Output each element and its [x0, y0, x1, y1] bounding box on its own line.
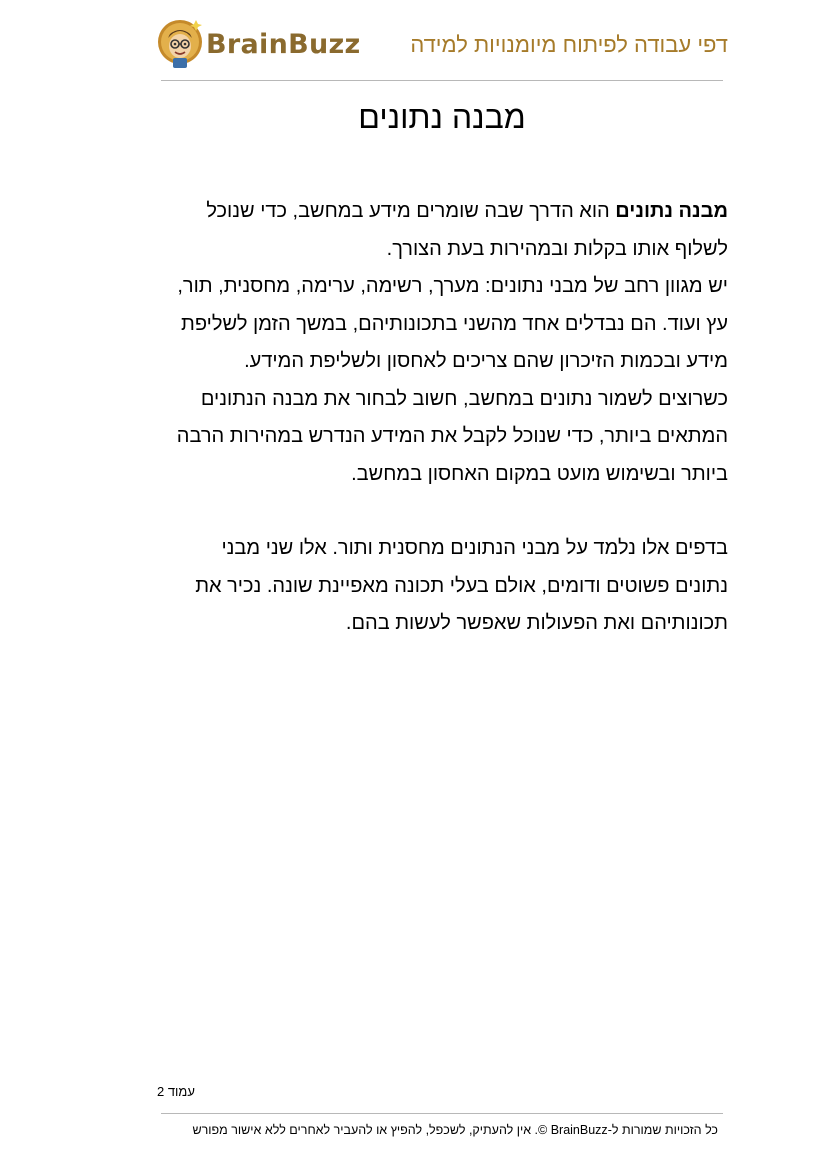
paragraph-3: כשרוצים לשמור נתונים במחשב, חשוב לבחור את מבנה הנתונים המתאים ביותר, כדי שנוכל לקבל את המידע הנדרש במהירות הרבה ביותר ובשימוש מועט במקום האחסון במחשב.: [176, 387, 728, 485]
page-number: עמוד 2: [157, 1084, 195, 1099]
copyright-notice: כל הזכויות שמורות ל-BrainBuzz ©. אין להעתיק, לשכפל, להפיץ או להעביר לאחרים ללא אישור מפורש: [192, 1123, 718, 1137]
paragraph-spacer: [172, 493, 728, 530]
footer-divider: [161, 1113, 723, 1114]
paragraph-1-bold-term: מבנה נתונים: [615, 200, 728, 222]
document-title: מבנה נתונים: [358, 99, 526, 135]
paragraph-1-text: הוא הדרך שבה שומרים מידע במחשב, כדי שנוכל לשלוף אותו בקלות ובמהירות בעת הצורך.: [206, 200, 728, 260]
paragraph-2: יש מגוון רחב של מבני נתונים: מערך, רשימה, ערימה, מחסנית, תור, עץ ועוד. הם נבדלים אחד מהשני בתכונותיהם, במשך הזמן לשליפת מידע ובכמות הזיכרון שהם צריכים לאחסון ולשליפת המידע.: [177, 275, 728, 372]
brainbuzz-logo: [156, 16, 361, 72]
header-title: דפי עבודה לפיתוח מיומנויות למידה: [410, 32, 728, 57]
brainbuzz-mascot-icon: [156, 18, 204, 70]
document-body: [172, 193, 728, 643]
header-divider: [161, 80, 723, 81]
logo-text: BrainBuzz: [206, 28, 361, 60]
page-header: [156, 14, 728, 74]
paragraph-1: [172, 193, 728, 268]
paragraph-4: בדפים אלו נלמד על מבני הנתונים מחסנית ותור. אלו שני מבני נתונים פשוטים ודומים, אולם בעלי תכונה מאפיינת שונה. נכיר את תכונותיהם ואת הפעולות שאפשר לעשות בהם.: [195, 537, 728, 634]
